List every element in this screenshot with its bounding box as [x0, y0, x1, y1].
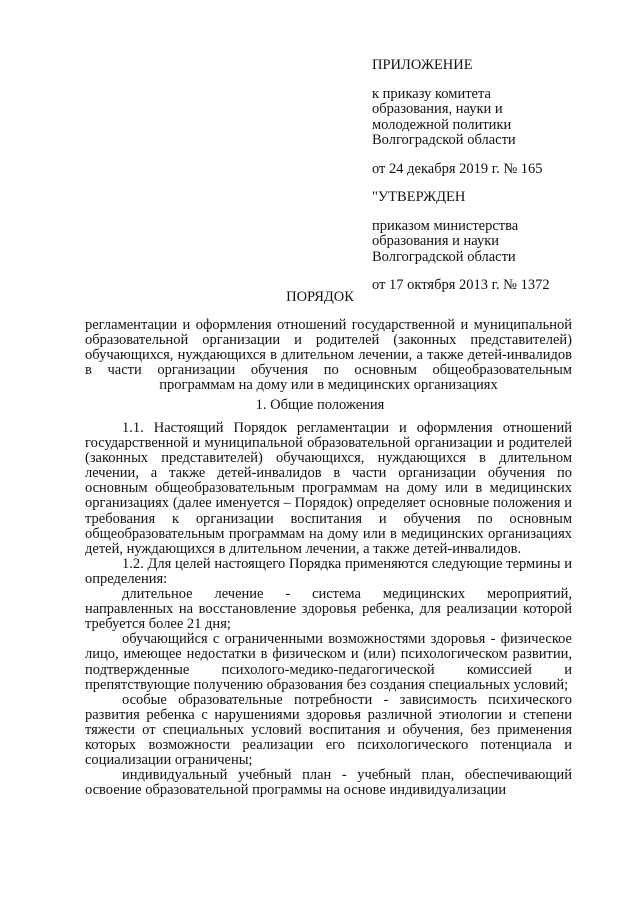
document-subtitle [85, 318, 572, 393]
order-line: образования, науки и [372, 101, 503, 117]
appendix-title: ПРИЛОЖЕНИЕ [372, 57, 473, 73]
approved-line: приказом министерства [372, 217, 519, 234]
paragraph: индивидуальный учебный план - учебный план, обеспечивающий освоение образовательной программы на основе индивидуализации [85, 767, 572, 799]
subtitle-line: программам на дому или в медицинских организациях [159, 378, 498, 393]
order-date: от 24 декабря 2019 г. № 165 [372, 160, 543, 177]
paragraph: особые образовательные потребности - зависимость психического развития ребенка с нарушениями здоровья различной этиологии и степени тяжести от специальных условий воспитания и обучения, без применения которых возможности реализации его психологического потенциала и социализации ограничены; [85, 691, 572, 769]
paragraph: обучающийся с ограниченными возможностями здоровья - физическое лицо, имеющее недостатки в физическом и (или) психологическом развитии, подтвержденные психолого-медико-педагогической комиссией и препятствующие получению образования без создания специальных условий; [85, 631, 572, 693]
approved-heading: "УТВЕРЖДЕН [372, 189, 466, 205]
subtitle-line: в части организации обучения по основным общеобразовательным [85, 363, 572, 378]
approved-reference [372, 219, 622, 266]
subtitle-line: регламентации и оформления отношений государственной и муниципальной [85, 318, 572, 333]
document-title: ПОРЯДОК [286, 289, 354, 305]
appendix-header [372, 58, 622, 307]
order-line: к приказу комитета [372, 85, 491, 102]
paragraph: длительное лечение - система медицинских мероприятий, направленных на восстановление здоровья ребенка, для реализации которой требуется более 21 дня; [85, 586, 572, 633]
paragraph: 1.1. Настоящий Порядок регламентации и оформления отношений государственной и муниципальной образовательной организации и родителей (законных представителей) обучающихся, нуждающихся в длительном лечении, а также детей-инвалидов в части организации обучения по основным общеобразовательным программам на дому или в медицинских организациях (далее именуется – Порядок) определяет основные положения и требования к организации воспитания и обучения по основным общеобразовательным программам на дому или в медицинских организациях детей, нуждающихся в длительном лечении, а также детей-инвалидов. [85, 420, 572, 557]
subtitle-line: образовательной организации и родителей (законных представителей) [85, 333, 572, 348]
order-line: молодежной политики [372, 116, 512, 133]
section-title: 1. Общие положения [255, 397, 385, 413]
approved-date: от 17 октября 2013 г. № 1372 [372, 277, 550, 293]
paragraph: 1.2. Для целей настоящего Порядка применяются следующие термины и определения: [85, 555, 572, 587]
subtitle-line: обучающихся, нуждающихся в длительном лечении, а также детей-инвалидов [85, 348, 572, 363]
approved-line: Волгоградской области [372, 248, 516, 265]
approved-line: образования и науки [372, 233, 500, 249]
order-line: Волгоградской области [372, 132, 516, 148]
document-body [85, 421, 572, 798]
order-reference [372, 87, 622, 149]
